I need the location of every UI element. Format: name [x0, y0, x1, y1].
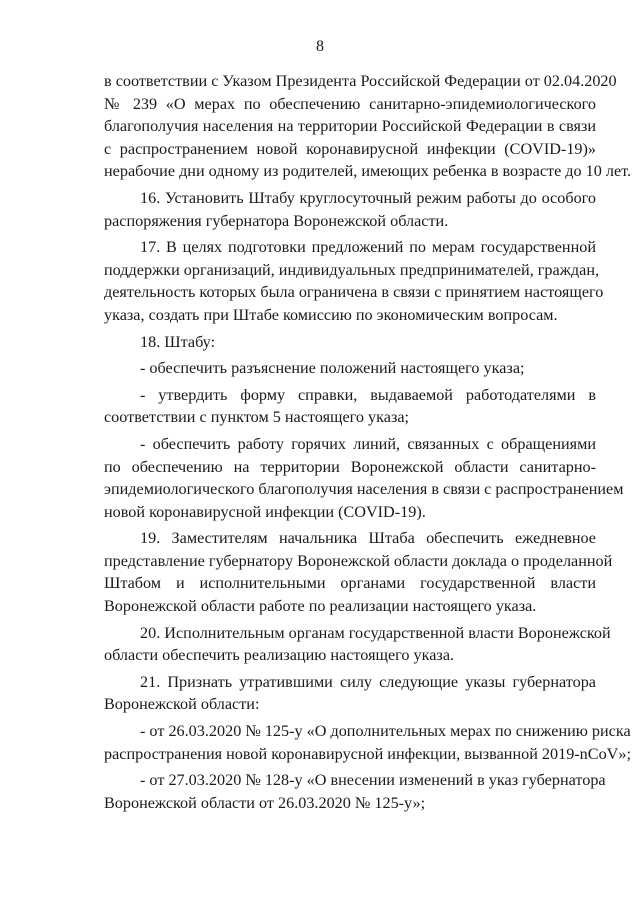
- text-line: деятельность которых была ограничена в связи с принятием настоящего: [104, 283, 604, 302]
- text-line: эпидемиологического благополучия населения в связи с распространением: [104, 480, 624, 499]
- paragraph-16: [104, 187, 596, 232]
- text-line: - от 27.03.2020 № 128-у «О внесении изменений в указ губернатора: [140, 771, 606, 790]
- paragraph-17: [104, 236, 604, 326]
- paragraph-19: [104, 527, 613, 617]
- paragraph-18-item-1: [104, 357, 596, 380]
- paragraph-18-item-3: [104, 433, 624, 523]
- paragraph-21-item-1: [104, 720, 631, 765]
- text-line: 19. Заместителям начальника Штаба обеспечить ежедневное: [140, 529, 596, 548]
- text-line: 17. В целях подготовки предложений по мерам государственной: [140, 238, 596, 257]
- paragraph-21-item-2: [104, 769, 606, 814]
- text-line: Штабом и исполнительными органами государственной власти: [104, 574, 596, 593]
- paragraph-continuation: [104, 70, 632, 183]
- text-line: 18. Штабу:: [140, 332, 216, 351]
- document-body: [104, 70, 632, 814]
- text-line: указа, создать при Штабе комиссию по экономическим вопросам.: [104, 305, 558, 324]
- text-line: Воронежской области:: [104, 695, 260, 714]
- paragraph-18-item-2: [104, 384, 596, 429]
- text-line: области обеспечить реализацию настоящего указа.: [104, 646, 455, 665]
- paragraph-21: [104, 671, 596, 716]
- text-line: поддержки организаций, индивидуальных предпринимателей, граждан,: [104, 260, 600, 279]
- text-line: новой коронавирусной инфекции (COVID-19).: [104, 502, 426, 521]
- text-line: соответствии с пунктом 5 настоящего указа;: [104, 408, 410, 427]
- text-line: - обеспечить разъяснение положений настоящего указа;: [140, 359, 525, 378]
- text-line: - утвердить форму справки, выдаваемой работодателями в: [140, 385, 596, 404]
- text-line: 21. Признать утратившими силу следующие указы губернатора: [140, 672, 596, 691]
- paragraph-20: [104, 622, 611, 667]
- text-line: распространения новой коронавирусной инфекции, вызванной 2019-nCoV»;: [104, 744, 631, 763]
- text-line: - от 26.03.2020 № 125-у «О дополнительных мерах по снижению риска: [140, 722, 631, 741]
- text-line: распоряжения губернатора Воронежской области.: [104, 211, 449, 230]
- text-line: нерабочие дни одному из родителей, имеющих ребенка в возрасте до 10 лет.: [104, 162, 632, 181]
- text-line: 16. Установить Штабу круглосуточный режим работы до особого: [140, 188, 596, 207]
- text-line: с распространением новой коронавирусной инфекции (COVID-19)»: [104, 139, 596, 158]
- text-line: по обеспечению на территории Воронежской области санитарно-: [104, 457, 596, 476]
- text-line: 20. Исполнительным органам государственной власти Воронежской: [140, 623, 611, 642]
- text-line: - обеспечить работу горячих линий, связанных с обращениями: [140, 434, 596, 453]
- text-line: Воронежской области работе по реализации настоящего указа.: [104, 597, 537, 616]
- page-number: 8: [316, 38, 324, 55]
- text-line: № 239 «О мерах по обеспечению санитарно-эпидемиологического: [104, 94, 596, 113]
- paragraph-18: [104, 331, 596, 354]
- text-line: в соответствии с Указом Президента Российской Федерации от 02.04.2020: [104, 72, 617, 90]
- text-line: благополучия населения на территории Российской Федерации в связи: [104, 117, 596, 136]
- text-line: представление губернатору Воронежской области доклада о проделанной: [104, 551, 613, 570]
- text-line: Воронежской области от 26.03.2020 № 125-у»;: [104, 793, 426, 812]
